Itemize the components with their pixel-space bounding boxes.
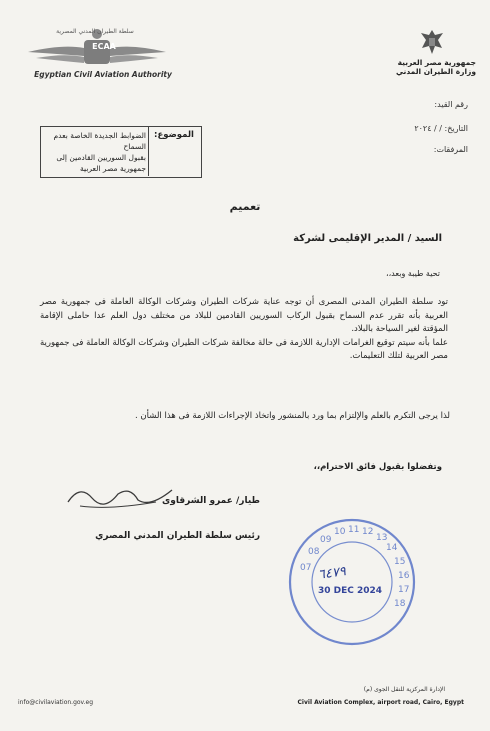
letter-date: التاريخ: / / ٢٠٢٤ <box>414 124 468 133</box>
eagle-emblem-icon <box>418 28 446 56</box>
ecaa-arabic-name: سلطة الطيران المدني المصرية <box>56 28 134 35</box>
subject-line: جمهورية مصر العربية <box>80 164 146 173</box>
svg-text:07: 07 <box>300 563 312 573</box>
subject-line: الضوابط الجديدة الخاصة بعدم السماح <box>53 131 146 151</box>
svg-text:13: 13 <box>376 533 388 543</box>
republic-heading <box>396 58 476 76</box>
respect-line: وتفضلوا بقبول فائق الاحترام،، <box>313 462 442 472</box>
footer-email: info@civilaviation.gov.eg <box>18 699 94 706</box>
ministry-line: وزارة الطيران المدني <box>395 67 476 76</box>
svg-text:09: 09 <box>320 535 332 545</box>
svg-text:17: 17 <box>398 585 410 595</box>
closing-request: لذا يرجى التكرم بالعلم والإلتزام بما ورد بالمنشور واتخاذ الإجراءات اللازمة فى هذا الشأن . <box>135 411 450 421</box>
ecaa-abbreviation: ECAA <box>92 42 116 51</box>
footer-department: الإدارة المركزية للنقل الجوى (م) <box>363 686 445 693</box>
subject-line: بقبول السوريين القادمين إلى <box>56 153 146 162</box>
svg-text:12: 12 <box>362 527 374 537</box>
stamp-date: 30 DEC 2024 <box>318 586 383 596</box>
signatory-title: رئيس سلطة الطيران المدني المصري <box>95 531 260 541</box>
document-title: تعميم <box>229 200 261 213</box>
subject-text <box>42 130 146 174</box>
svg-text:14: 14 <box>386 543 398 553</box>
body-paragraph: علما بأنه سيتم توقيع الغرامات الإدارية اللازمة فى حالة مخالفة شركات الطيران وشركات الوكالة العاملة فى جمهورية مصر العربية لتلك التعليمات. <box>40 337 448 361</box>
letter-body <box>40 296 448 364</box>
svg-text:15: 15 <box>394 557 406 567</box>
subject-label: الموضوع: <box>154 130 194 140</box>
date-stamp <box>282 512 422 652</box>
reference-number: رقم القيد: <box>434 100 468 109</box>
svg-text:10: 10 <box>334 527 346 537</box>
body-paragraph: تود سلطة الطيران المدنى المصرى أن توجه عناية شركات الطيران وشركات الوكالة العاملة فى جمهورية مصر العربية بأنه تقرر عدم السماح بقبول الركاب السوريين القادمين للبلاد من مختلف دول العلم عدا حاملى الإقامة المؤقتة لغير السياحة بالبلاد. <box>40 297 448 334</box>
svg-text:18: 18 <box>394 599 406 609</box>
ecaa-english-name: Egyptian Civil Aviation Authority <box>34 70 172 79</box>
footer-address: Civil Aviation Complex, airport road, Cairo, Egypt <box>297 699 464 706</box>
signatory-name: طيار/ عمرو الشرقاوى <box>162 496 260 506</box>
addressee: السيد / المدير الإقليمى لشركة <box>293 233 442 244</box>
svg-text:08: 08 <box>308 547 320 557</box>
svg-text:16: 16 <box>398 571 410 581</box>
stamp-number: ٦٤٧٩ <box>317 564 347 583</box>
attachments: المرفقات: <box>433 145 468 154</box>
greeting: تحية طيبة وبعد،، <box>386 269 440 278</box>
svg-text:11: 11 <box>348 525 360 535</box>
subject-divider <box>148 126 149 176</box>
republic-line: جمهورية مصر العربية <box>397 58 476 67</box>
